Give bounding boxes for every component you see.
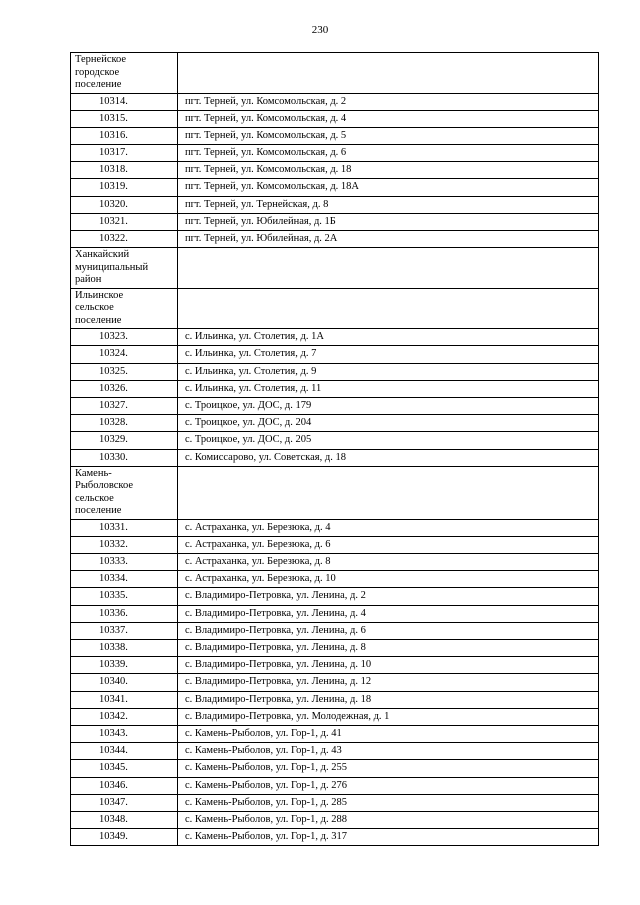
section-heading xyxy=(71,288,178,329)
section-heading-empty-cell xyxy=(178,53,599,94)
table-row xyxy=(71,674,599,691)
table-row xyxy=(71,213,599,230)
table-row xyxy=(71,640,599,657)
table-row xyxy=(71,415,599,432)
section-heading-line: сельское xyxy=(75,302,114,314)
section-heading-line: Ханкайский xyxy=(75,249,130,261)
row-number: 10325. xyxy=(71,363,178,380)
table-row xyxy=(71,397,599,414)
section-heading-line: Ильинское xyxy=(75,289,124,301)
section-heading xyxy=(71,466,178,519)
row-number: 10321. xyxy=(71,213,178,230)
row-address: с. Камень-Рыболов, ул. Гор-1, д. 41 xyxy=(178,725,599,742)
row-address: пгт. Терней, ул. Тернейская, д. 8 xyxy=(178,196,599,213)
row-number: 10347. xyxy=(71,794,178,811)
row-number: 10335. xyxy=(71,588,178,605)
row-address: пгт. Терней, ул. Комсомольская, д. 6 xyxy=(178,145,599,162)
section-heading-empty-cell xyxy=(178,466,599,519)
row-number: 10338. xyxy=(71,640,178,657)
table-row xyxy=(71,605,599,622)
table-row xyxy=(71,811,599,828)
table-row xyxy=(71,93,599,110)
row-number: 10336. xyxy=(71,605,178,622)
row-address: с. Камень-Рыболов, ул. Гор-1, д. 255 xyxy=(178,760,599,777)
row-address: с. Астраханка, ул. Березюка, д. 8 xyxy=(178,554,599,571)
table-row xyxy=(71,127,599,144)
row-address: с. Троицкое, ул. ДОС, д. 179 xyxy=(178,397,599,414)
row-number: 10326. xyxy=(71,380,178,397)
table-row xyxy=(71,519,599,536)
row-address: с. Владимиро-Петровка, ул. Ленина, д. 18 xyxy=(178,691,599,708)
section-heading-row xyxy=(71,288,599,329)
row-number: 10343. xyxy=(71,725,178,742)
row-address: пгт. Терней, ул. Комсомольская, д. 18 xyxy=(178,162,599,179)
table-row xyxy=(71,145,599,162)
row-address: пгт. Терней, ул. Юбилейная, д. 1Б xyxy=(178,213,599,230)
row-number: 10328. xyxy=(71,415,178,432)
row-address: с. Камень-Рыболов, ул. Гор-1, д. 276 xyxy=(178,777,599,794)
table-row xyxy=(71,231,599,248)
section-heading-line: Тернейское xyxy=(75,54,127,65)
section-heading-line: поселение xyxy=(75,314,122,326)
section-heading-line: городское xyxy=(75,66,120,78)
table-row xyxy=(71,691,599,708)
address-registry-table xyxy=(70,52,599,846)
row-address: с. Владимиро-Петровка, ул. Ленина, д. 12 xyxy=(178,674,599,691)
table-row xyxy=(71,110,599,127)
section-heading-row xyxy=(71,466,599,519)
row-address: с. Владимиро-Петровка, ул. Молодежная, д. 1 xyxy=(178,708,599,725)
table-row xyxy=(71,329,599,346)
row-address: с. Ильинка, ул. Столетия, д. 1А xyxy=(178,329,599,346)
table-row xyxy=(71,346,599,363)
row-address: с. Троицкое, ул. ДОС, д. 204 xyxy=(178,415,599,432)
row-address: пгт. Терней, ул. Комсомольская, д. 4 xyxy=(178,110,599,127)
table-row xyxy=(71,554,599,571)
table-row xyxy=(71,380,599,397)
table-row xyxy=(71,449,599,466)
row-number: 10318. xyxy=(71,162,178,179)
row-number: 10345. xyxy=(71,760,178,777)
row-number: 10323. xyxy=(71,329,178,346)
row-address: с. Ильинка, ул. Столетия, д. 7 xyxy=(178,346,599,363)
table-row xyxy=(71,794,599,811)
section-heading xyxy=(71,53,178,94)
table-row xyxy=(71,571,599,588)
registry-body xyxy=(71,53,599,846)
row-address: с. Камень-Рыболов, ул. Гор-1, д. 285 xyxy=(178,794,599,811)
row-number: 10315. xyxy=(71,110,178,127)
row-number: 10316. xyxy=(71,127,178,144)
section-heading-line: Камень- xyxy=(75,467,112,479)
table-row xyxy=(71,179,599,196)
table-row xyxy=(71,725,599,742)
row-address: с. Ильинка, ул. Столетия, д. 11 xyxy=(178,380,599,397)
row-number: 10317. xyxy=(71,145,178,162)
row-address: с. Ильинка, ул. Столетия, д. 9 xyxy=(178,363,599,380)
table-row xyxy=(71,432,599,449)
section-heading-line: район xyxy=(75,274,102,286)
row-address: с. Камень-Рыболов, ул. Гор-1, д. 317 xyxy=(178,829,599,846)
section-heading-empty-cell xyxy=(178,288,599,329)
table-row xyxy=(71,196,599,213)
row-number: 10320. xyxy=(71,196,178,213)
row-number: 10333. xyxy=(71,554,178,571)
table-row xyxy=(71,708,599,725)
table-row xyxy=(71,829,599,846)
section-heading-row xyxy=(71,53,599,94)
row-address: с. Камень-Рыболов, ул. Гор-1, д. 288 xyxy=(178,811,599,828)
table-row xyxy=(71,743,599,760)
section-heading-row xyxy=(71,248,599,289)
row-number: 10334. xyxy=(71,571,178,588)
row-number: 10331. xyxy=(71,519,178,536)
row-number: 10349. xyxy=(71,829,178,846)
row-number: 10319. xyxy=(71,179,178,196)
row-address: с. Троицкое, ул. ДОС, д. 205 xyxy=(178,432,599,449)
row-number: 10337. xyxy=(71,622,178,639)
row-address: с. Владимиро-Петровка, ул. Ленина, д. 10 xyxy=(178,657,599,674)
row-number: 10348. xyxy=(71,811,178,828)
row-address: с. Владимиро-Петровка, ул. Ленина, д. 8 xyxy=(178,640,599,657)
table-row xyxy=(71,536,599,553)
row-number: 10344. xyxy=(71,743,178,760)
row-number: 10329. xyxy=(71,432,178,449)
table-row xyxy=(71,657,599,674)
row-address: с. Владимиро-Петровка, ул. Ленина, д. 4 xyxy=(178,605,599,622)
section-heading-empty-cell xyxy=(178,248,599,289)
row-number: 10322. xyxy=(71,231,178,248)
row-address: с. Камень-Рыболов, ул. Гор-1, д. 43 xyxy=(178,743,599,760)
row-number: 10341. xyxy=(71,691,178,708)
section-heading-line: сельское xyxy=(75,492,114,504)
row-address: с. Астраханка, ул. Березюка, д. 4 xyxy=(178,519,599,536)
section-heading-line: Рыболовское xyxy=(75,480,134,492)
row-number: 10339. xyxy=(71,657,178,674)
section-heading-line: поселение xyxy=(75,79,122,90)
row-address: с. Комиссарово, ул. Советская, д. 18 xyxy=(178,449,599,466)
table-row xyxy=(71,777,599,794)
row-address: пгт. Терней, ул. Юбилейная, д. 2А xyxy=(178,231,599,248)
row-address: с. Владимиро-Петровка, ул. Ленина, д. 2 xyxy=(178,588,599,605)
table-row xyxy=(71,622,599,639)
row-address: пгт. Терней, ул. Комсомольская, д. 2 xyxy=(178,93,599,110)
table-row xyxy=(71,760,599,777)
table-row xyxy=(71,588,599,605)
table-row xyxy=(71,363,599,380)
row-number: 10332. xyxy=(71,536,178,553)
row-address: с. Владимиро-Петровка, ул. Ленина, д. 6 xyxy=(178,622,599,639)
row-address: с. Астраханка, ул. Березюка, д. 6 xyxy=(178,536,599,553)
table-row xyxy=(71,162,599,179)
row-address: пгт. Терней, ул. Комсомольская, д. 18А xyxy=(178,179,599,196)
row-number: 10340. xyxy=(71,674,178,691)
row-address: с. Астраханка, ул. Березюка, д. 10 xyxy=(178,571,599,588)
row-address: пгт. Терней, ул. Комсомольская, д. 5 xyxy=(178,127,599,144)
row-number: 10327. xyxy=(71,397,178,414)
row-number: 10324. xyxy=(71,346,178,363)
section-heading xyxy=(71,248,178,289)
row-number: 10346. xyxy=(71,777,178,794)
row-number: 10314. xyxy=(71,93,178,110)
page-number: 230 xyxy=(311,24,329,36)
section-heading-line: поселение xyxy=(75,505,122,517)
row-number: 10330. xyxy=(71,449,178,466)
row-number: 10342. xyxy=(71,708,178,725)
section-heading-line: муниципальный xyxy=(75,261,149,273)
